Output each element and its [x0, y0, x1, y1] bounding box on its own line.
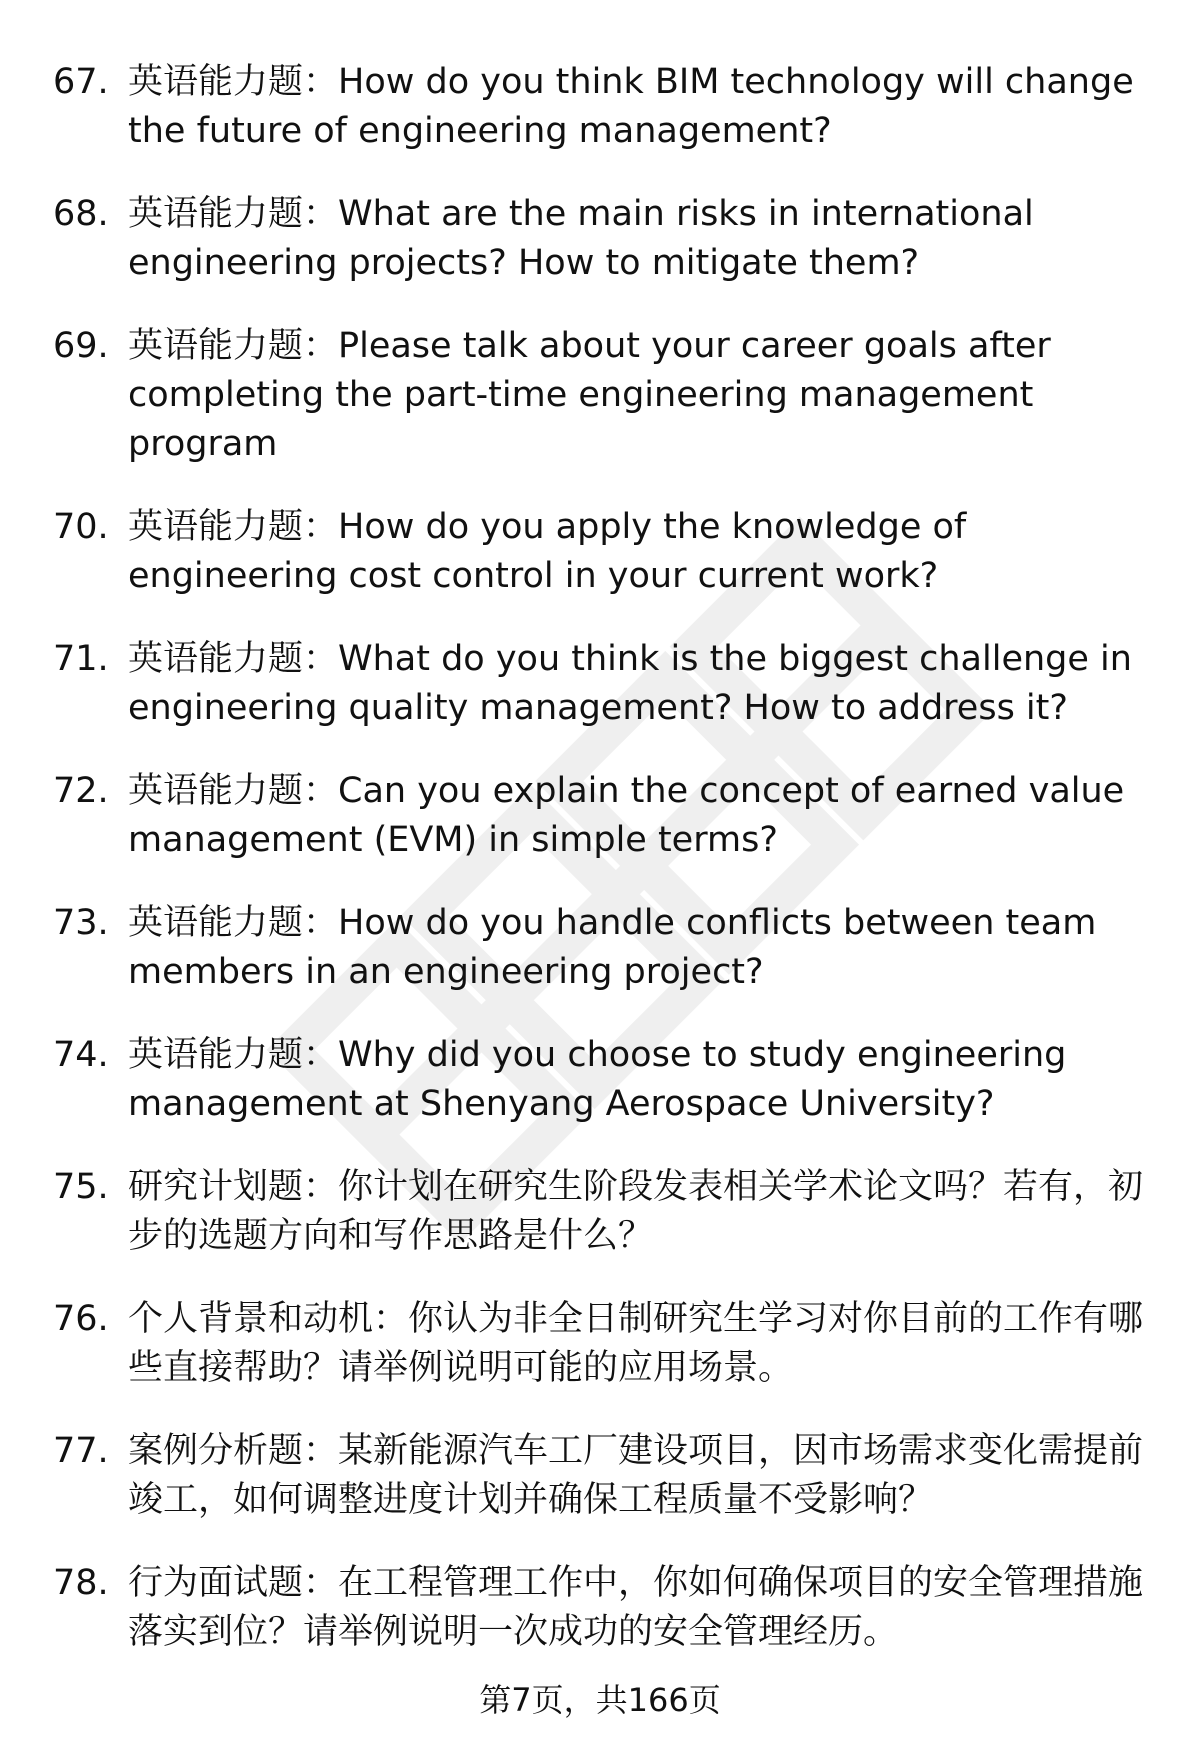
question-item — [0, 1031, 1200, 1129]
question-text: 行为面试题：在工程管理工作中，你如何确保项目的安全管理措施落实到位？请举例说明一次成功的安全管理经历。 — [128, 1563, 1144, 1652]
question-number: 74. — [53, 1035, 109, 1075]
question-number: 73. — [53, 903, 109, 943]
question-number: 76. — [53, 1299, 109, 1339]
question-number: 67. — [53, 62, 109, 102]
question-text: 案例分析题：某新能源汽车工厂建设项目，因市场需求变化需提前竣工，如何调整进度计划并确保工程质量不受影响？ — [128, 1431, 1144, 1520]
question-item — [0, 767, 1200, 865]
question-item — [0, 1295, 1200, 1393]
question-text: 英语能力题：Please talk about your career goals after completing the part-time engineering management program — [128, 326, 1051, 464]
question-text: 个人背景和动机：你认为非全日制研究生学习对你目前的工作有哪些直接帮助？请举例说明可能的应用场景。 — [128, 1299, 1144, 1388]
question-number: 71. — [53, 639, 109, 679]
question-number: 70. — [53, 507, 109, 547]
question-item — [0, 503, 1200, 601]
question-text: 英语能力题：How do you apply the knowledge of engineering cost control in your current work? — [128, 507, 967, 596]
question-text: 英语能力题：How do you think BIM technology will change the future of engineering management? — [128, 62, 1134, 151]
question-item — [0, 1427, 1200, 1525]
question-number: 68. — [53, 194, 109, 234]
question-text: 英语能力题：How do you handle conflicts between team members in an engineering project? — [128, 903, 1097, 992]
question-item — [0, 58, 1200, 156]
question-list — [0, 58, 1200, 1691]
question-number: 77. — [53, 1431, 109, 1471]
question-number: 78. — [53, 1563, 109, 1603]
page-footer: 第7页，共166页 — [479, 1681, 721, 1719]
question-number: 75. — [53, 1167, 109, 1207]
question-text: 研究计划题：你计划在研究生阶段发表相关学术论文吗？若有，初步的选题方向和写作思路是什么？ — [128, 1167, 1144, 1256]
question-number: 69. — [53, 326, 109, 366]
question-text: 英语能力题：Why did you choose to study engineering management at Shenyang Aerospace University? — [128, 1035, 1067, 1124]
question-item — [0, 1163, 1200, 1261]
question-item — [0, 635, 1200, 733]
question-item — [0, 1559, 1200, 1657]
question-item — [0, 322, 1200, 469]
question-text: 英语能力题：What are the main risks in international engineering projects? How to mitigate them? — [128, 194, 1034, 283]
question-item — [0, 899, 1200, 997]
question-text: 英语能力题：What do you think is the biggest challenge in engineering quality management? How to address it? — [128, 639, 1132, 728]
question-item — [0, 190, 1200, 288]
question-text: 英语能力题：Can you explain the concept of earned value management (EVM) in simple terms? — [128, 771, 1125, 860]
question-number: 72. — [53, 771, 109, 811]
